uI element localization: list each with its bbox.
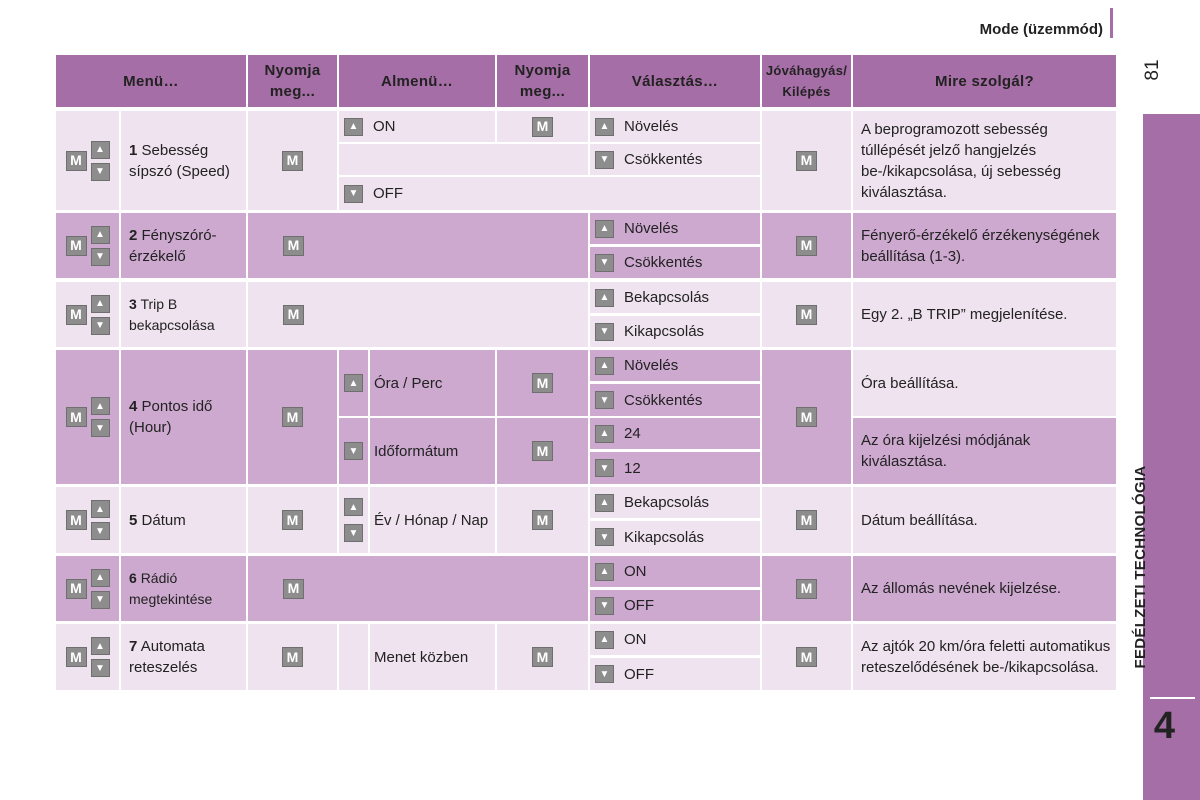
row4-sub2-arrow xyxy=(339,418,368,484)
row6-choice-1-label: ON xyxy=(624,563,647,580)
header-press-2: Nyomja meg... xyxy=(497,55,588,107)
arrow-up-icon: ▲ xyxy=(91,637,110,655)
row3-confirm xyxy=(762,282,851,347)
arrow-up-icon: ▲ xyxy=(91,141,110,159)
row4-choice-3-label: 24 xyxy=(624,425,641,442)
row4-choice-1-label: Növelés xyxy=(624,357,679,374)
row3-choice-1 xyxy=(590,282,760,313)
row1-number: 1 xyxy=(129,141,138,159)
arrow-up-icon: ▲ xyxy=(595,563,614,581)
row7-menu-buttons xyxy=(56,624,119,690)
m-button-icon: M xyxy=(66,510,87,530)
row5-choice-2-label: Kikapcsolás xyxy=(624,528,705,546)
row4-purpose-1: Óra beállítása. xyxy=(853,350,1116,416)
m-button-icon: M xyxy=(66,579,87,599)
m-button-icon: M xyxy=(796,236,817,256)
row6-purpose: Az állomás nevének kijelzése. xyxy=(853,556,1116,621)
row1-sub-off-label: OFF xyxy=(373,185,403,202)
row1-label: Sebesség sípszó (Speed) xyxy=(129,141,230,180)
row4-choice-3 xyxy=(590,418,760,449)
row6-confirm xyxy=(762,556,851,621)
arrow-up-icon: ▲ xyxy=(595,289,614,307)
row5-press xyxy=(248,487,337,553)
row1-choice-1 xyxy=(590,111,760,142)
row2-purpose: Fényerő-érzékelő érzékenységének beállítása (1-3). xyxy=(853,213,1116,278)
arrow-down-icon: ▼ xyxy=(595,528,614,546)
row3-menu-buttons xyxy=(56,282,119,347)
m-button-icon: M xyxy=(532,647,553,667)
arrow-down-icon: ▼ xyxy=(595,459,614,477)
row4-sub1-arrow xyxy=(339,350,368,416)
row1-sub-on xyxy=(339,111,495,142)
row4-sub1-press xyxy=(497,350,588,416)
row6-choice-1 xyxy=(590,556,760,587)
arrow-down-icon: ▼ xyxy=(595,391,614,409)
row3-label: Trip B bekapcsolása xyxy=(129,295,215,333)
m-button-icon: M xyxy=(796,579,817,599)
arrow-up-icon: ▲ xyxy=(595,425,614,443)
row5-choice-1-label: Bekapcsolás xyxy=(624,494,710,511)
arrow-up-icon: ▲ xyxy=(595,220,614,238)
row7-choice-2 xyxy=(590,658,760,690)
row4-choice-2 xyxy=(590,384,760,416)
arrow-up-icon: ▲ xyxy=(595,631,614,649)
arrow-down-icon: ▼ xyxy=(344,524,363,542)
arrow-down-icon: ▼ xyxy=(595,597,614,615)
row5-menu-buttons xyxy=(56,487,119,553)
arrow-down-icon: ▼ xyxy=(91,419,110,437)
header-press-1: Nyomja meg... xyxy=(248,55,337,107)
row4-menu-buttons xyxy=(56,350,119,484)
arrow-up-icon: ▲ xyxy=(91,500,110,518)
m-button-icon: M xyxy=(283,236,304,256)
header-confirm: Jóváhagyás/ Kilépés xyxy=(762,55,851,107)
arrow-down-icon: ▼ xyxy=(91,659,110,677)
arrow-down-icon: ▼ xyxy=(595,665,614,683)
m-button-icon: M xyxy=(796,510,817,530)
row2-choice-2-label: Csökkentés xyxy=(624,254,703,271)
arrow-up-icon: ▲ xyxy=(91,569,110,587)
arrow-down-icon: ▼ xyxy=(91,522,110,540)
row2-menu-buttons xyxy=(56,213,119,278)
row6-press xyxy=(248,556,588,621)
row7-menu-label xyxy=(121,624,246,690)
row4-menu-label xyxy=(121,350,246,484)
row1-purpose: A beprogramozott sebesség túllépését jelző hangjelzés be-/kikapcsolása, új sebesség kiválasztása. xyxy=(853,111,1116,210)
row6-choice-2 xyxy=(590,590,760,621)
row1-choice-2 xyxy=(590,144,760,175)
row7-sub-label: Menet közben xyxy=(370,624,495,690)
row3-choice-1-label: Bekapcsolás xyxy=(624,289,710,306)
arrow-up-icon: ▲ xyxy=(344,498,363,516)
row7-press xyxy=(248,624,337,690)
arrow-down-icon: ▼ xyxy=(91,591,110,609)
arrow-down-icon: ▼ xyxy=(344,442,363,460)
header-menu-label: Menü… xyxy=(56,55,246,107)
row5-choice-2 xyxy=(590,521,760,553)
row6-label: Rádió megtekintése xyxy=(129,569,213,607)
m-button-icon: M xyxy=(282,151,303,171)
arrow-up-icon: ▲ xyxy=(344,374,363,392)
m-button-icon: M xyxy=(532,373,553,393)
arrow-down-icon: ▼ xyxy=(91,317,110,335)
arrow-down-icon: ▼ xyxy=(595,151,614,169)
row7-sub-spacer xyxy=(339,624,368,690)
arrow-up-icon: ▲ xyxy=(91,295,110,313)
arrow-up-icon: ▲ xyxy=(344,118,363,136)
row4-choice-4-label: 12 xyxy=(624,459,641,477)
page-title: Mode (üzemmód) xyxy=(979,21,1103,38)
m-button-icon: M xyxy=(532,441,553,461)
m-button-icon: M xyxy=(282,510,303,530)
row3-press xyxy=(248,282,588,347)
row2-confirm xyxy=(762,213,851,278)
row2-choice-2 xyxy=(590,247,760,278)
row7-purpose: Az ajtók 20 km/óra feletti automatikus reteszelődésének be-/kikapcsolása. xyxy=(853,624,1116,690)
row1-sub-on-press xyxy=(497,111,588,142)
sidebar-divider xyxy=(1150,697,1195,699)
row5-menu-label xyxy=(121,487,246,553)
arrow-up-icon: ▲ xyxy=(91,397,110,415)
row3-choice-2-label: Kikapcsolás xyxy=(624,323,705,340)
m-button-icon: M xyxy=(532,117,553,137)
row4-sub1-label: Óra / Perc xyxy=(370,350,495,416)
row1-confirm xyxy=(762,111,851,210)
row5-number: 5 xyxy=(129,511,138,529)
m-button-icon: M xyxy=(283,305,304,325)
arrow-up-icon: ▲ xyxy=(595,357,614,375)
row7-choice-1 xyxy=(590,624,760,655)
row1-menu-label xyxy=(121,111,246,210)
row5-choice-1 xyxy=(590,487,760,518)
m-button-icon: M xyxy=(796,305,817,325)
m-button-icon: M xyxy=(282,647,303,667)
arrow-down-icon: ▼ xyxy=(91,163,110,181)
row1-menu-buttons xyxy=(56,111,119,210)
m-button-icon: M xyxy=(796,647,817,667)
m-button-icon: M xyxy=(66,647,87,667)
row3-menu-label xyxy=(121,282,246,347)
row6-choice-2-label: OFF xyxy=(624,597,654,614)
row1-sub-blank xyxy=(339,144,588,175)
row2-label: Fényszóró-érzékelő xyxy=(129,226,217,265)
m-button-icon: M xyxy=(796,407,817,427)
m-button-icon: M xyxy=(66,151,87,171)
m-button-icon: M xyxy=(532,510,553,530)
mode-menu-table xyxy=(56,55,1116,693)
arrow-down-icon: ▼ xyxy=(91,248,110,266)
header-submenu: Almenü… xyxy=(339,55,495,107)
row2-press xyxy=(248,213,588,278)
m-button-icon: M xyxy=(796,151,817,171)
m-button-icon: M xyxy=(282,407,303,427)
row7-sub-press xyxy=(497,624,588,690)
row4-press xyxy=(248,350,337,484)
row6-menu-label xyxy=(121,556,246,621)
row4-choice-1 xyxy=(590,350,760,381)
row2-choice-1 xyxy=(590,213,760,244)
row5-sub-arrows xyxy=(339,487,368,553)
m-button-icon: M xyxy=(66,305,87,325)
arrow-down-icon: ▼ xyxy=(344,185,363,203)
row3-number: 3 xyxy=(129,295,137,312)
row4-choice-4 xyxy=(590,452,760,484)
header-purpose: Mire szolgál? xyxy=(853,55,1116,107)
chapter-number: 4 xyxy=(1153,705,1176,747)
arrow-down-icon: ▼ xyxy=(595,323,614,341)
row5-confirm xyxy=(762,487,851,553)
chapter-label: FEDÉLZETI TECHNOLÓGIA xyxy=(1132,465,1149,669)
page-number: 81 xyxy=(1142,59,1163,81)
title-divider xyxy=(1110,8,1113,38)
row4-sub2-label: Időformátum xyxy=(370,418,495,484)
row5-purpose: Dátum beállítása. xyxy=(853,487,1116,553)
row4-choice-2-label: Csökkentés xyxy=(624,391,703,409)
row7-label: Automata reteszelés xyxy=(129,638,205,676)
row2-number: 2 xyxy=(129,226,138,244)
row7-number: 7 xyxy=(129,638,138,655)
row5-label: Dátum xyxy=(141,511,186,529)
row3-purpose: Egy 2. „B TRIP” megjelenítése. xyxy=(853,282,1116,347)
row1-choice-1-label: Növelés xyxy=(624,118,679,135)
row5-sub-press xyxy=(497,487,588,553)
row1-press xyxy=(248,111,337,210)
row3-choice-2 xyxy=(590,316,760,347)
row4-sub2-press xyxy=(497,418,588,484)
row7-confirm xyxy=(762,624,851,690)
row2-choice-1-label: Növelés xyxy=(624,220,679,237)
row4-number: 4 xyxy=(129,398,138,415)
row1-sub-off xyxy=(339,177,760,210)
row1-sub-on-label: ON xyxy=(373,118,396,135)
row2-menu-label xyxy=(121,213,246,278)
row7-choice-1-label: ON xyxy=(624,631,647,648)
m-button-icon: M xyxy=(283,579,304,599)
row7-choice-2-label: OFF xyxy=(624,665,654,683)
arrow-up-icon: ▲ xyxy=(595,118,614,136)
row1-choice-2-label: Csökkentés xyxy=(624,151,703,168)
row5-sub-label: Év / Hónap / Nap xyxy=(370,487,495,553)
arrow-down-icon: ▼ xyxy=(595,254,614,272)
row6-menu-buttons xyxy=(56,556,119,621)
row6-number: 6 xyxy=(129,569,137,586)
arrow-up-icon: ▲ xyxy=(91,226,110,244)
m-button-icon: M xyxy=(66,236,87,256)
row4-confirm xyxy=(762,350,851,484)
header-choice: Választás… xyxy=(590,55,760,107)
row4-label: Pontos idő (Hour) xyxy=(129,398,213,436)
arrow-up-icon: ▲ xyxy=(595,494,614,512)
row4-purpose-2: Az óra kijelzési módjának kiválasztása. xyxy=(853,418,1116,484)
m-button-icon: M xyxy=(66,407,87,427)
